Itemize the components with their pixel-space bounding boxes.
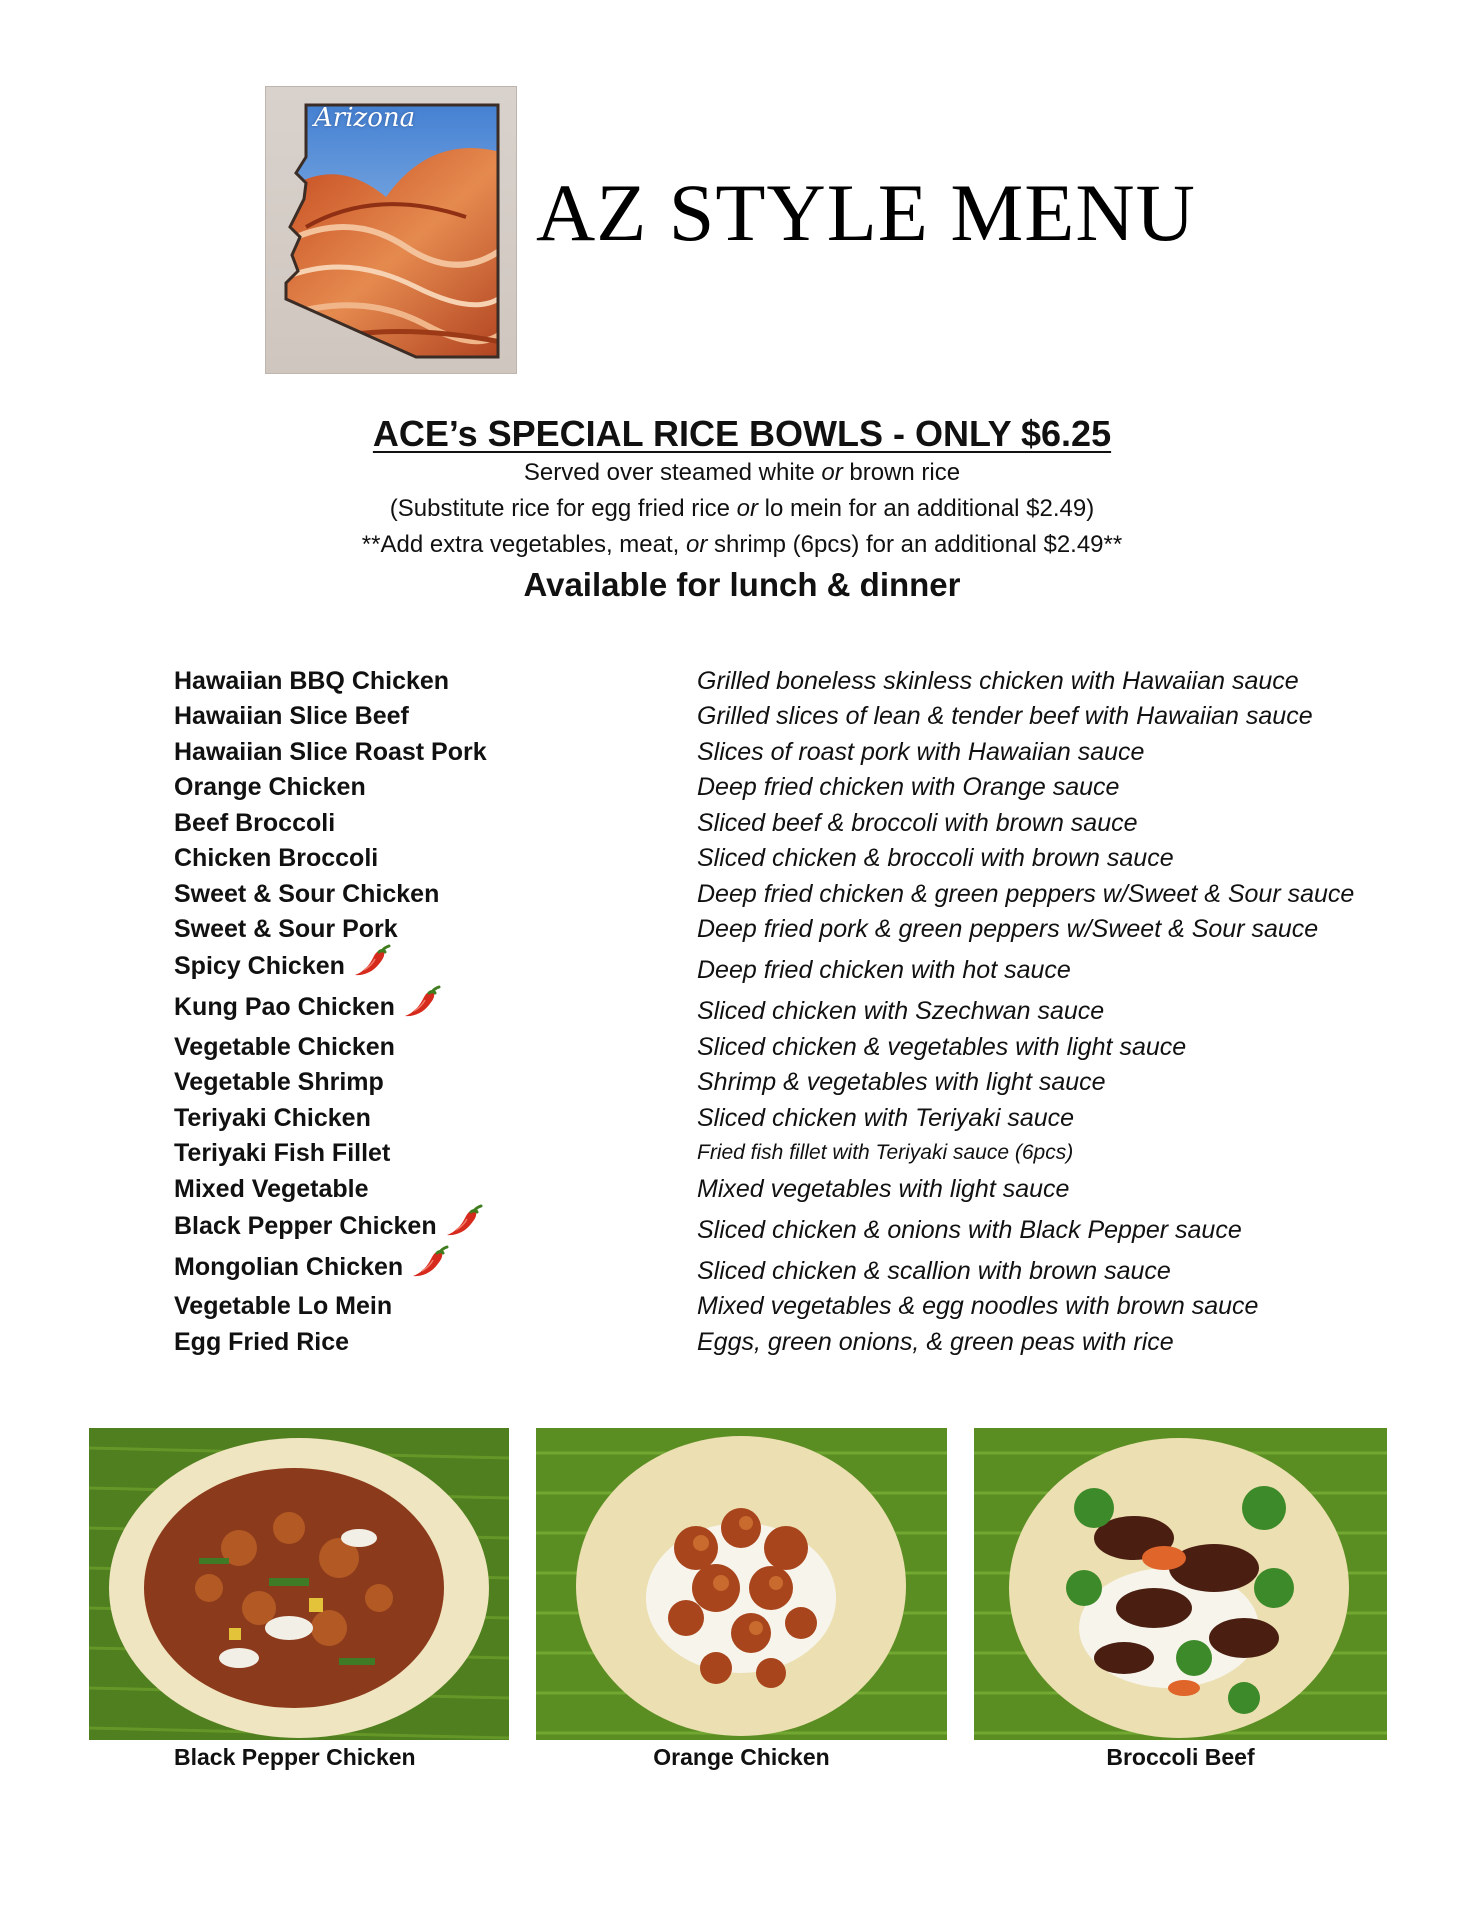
menu-item-description: Slices of roast pork with Hawaiian sauce xyxy=(697,737,1145,766)
menu-item-name-text: Sweet & Sour Chicken xyxy=(174,879,440,908)
menu-item-name xyxy=(174,1103,697,1133)
menu-item-name-text: Hawaiian BBQ Chicken xyxy=(174,666,450,695)
menu-item-description: Sliced chicken with Teriyaki sauce xyxy=(697,1103,1075,1132)
menu-item xyxy=(174,802,1404,838)
line-text: or xyxy=(821,459,843,487)
menu-item-description: Sliced chicken with Szechwan sauce xyxy=(697,997,1105,1025)
menu-item-name xyxy=(174,1138,697,1168)
menu-item-description: Sliced chicken & vegetables with light sauce xyxy=(697,1032,1187,1061)
menu-item xyxy=(174,1321,1404,1357)
line-text: (Substitute rice for egg fried rice xyxy=(389,495,737,523)
menu-item-description: Deep fried chicken & green peppers w/Sweet & Sour sauce xyxy=(697,879,1355,908)
chili-pepper-icon xyxy=(445,1204,483,1245)
line-text: lo mein for an additional $2.49) xyxy=(757,495,1095,523)
menu-item-name xyxy=(174,772,697,802)
menu-item-name-text: Spicy Chicken xyxy=(174,952,345,980)
menu-item-name-text: Teriyaki Chicken xyxy=(174,1103,371,1132)
menu-item-description: Mixed vegetables & egg noodles with brown sauce xyxy=(697,1292,1259,1320)
chili-pepper-icon xyxy=(411,1245,449,1286)
menu-item-name-text: Egg Fried Rice xyxy=(174,1327,350,1356)
substitute-line xyxy=(0,491,1484,527)
menu-item-name-text: Beef Broccoli xyxy=(174,808,336,837)
logo-text: Arizona xyxy=(314,103,416,133)
menu-item-description: Grilled boneless skinless chicken with Hawaiian sauce xyxy=(697,666,1299,695)
menu-item-name-text: Kung Pao Chicken xyxy=(174,993,395,1021)
menu-item xyxy=(174,1097,1404,1133)
menu-item-name xyxy=(174,737,697,767)
line-text: or xyxy=(736,495,758,523)
menu-item-description: Fried fish fillet with Teriyaki sauce (6pcs) xyxy=(697,1141,1074,1164)
line-text: shrimp (6pcs) for an additional $2.49** xyxy=(707,531,1123,559)
menu-item-name xyxy=(174,944,697,985)
menu-item-description: Deep fried chicken with Orange sauce xyxy=(697,773,1120,801)
menu-item xyxy=(174,944,1404,985)
menu-item-name-text: Chicken Broccoli xyxy=(174,844,379,872)
menu-item-name xyxy=(174,1032,697,1062)
menu-item-name-text: Orange Chicken xyxy=(174,773,366,801)
menu-item-name-text: Sweet & Sour Pork xyxy=(174,915,398,943)
menu-item-name-text: Mongolian Chicken xyxy=(174,1252,404,1281)
menu-item xyxy=(174,1168,1404,1204)
rice-options-line xyxy=(0,455,1484,491)
menu-item-name xyxy=(174,1204,697,1245)
menu-item-name-text: Hawaiian Slice Roast Pork xyxy=(174,737,487,766)
menu-item xyxy=(174,838,1404,874)
menu-item xyxy=(174,985,1404,1026)
menu-item xyxy=(174,1062,1404,1098)
caption-orange-chicken: Orange Chicken xyxy=(653,1744,830,1770)
menu-list xyxy=(174,660,1404,1357)
menu-item xyxy=(174,1026,1404,1062)
line-text: **Add extra vegetables, meat, xyxy=(361,531,686,559)
menu-item xyxy=(174,731,1404,767)
menu-item-name xyxy=(174,914,697,944)
menu-item-description: Sliced chicken & onions with Black Pepper sauce xyxy=(697,1215,1242,1244)
caption-black-pepper-chicken: Black Pepper Chicken xyxy=(174,1744,416,1770)
chili-pepper-icon xyxy=(403,985,441,1026)
menu-item xyxy=(174,873,1404,909)
photo-orange-chicken xyxy=(536,1428,947,1740)
menu-item xyxy=(174,660,1404,696)
photo-broccoli-beef xyxy=(974,1428,1387,1740)
menu-item xyxy=(174,1204,1404,1245)
menu-item-description: Mixed vegetables with light sauce xyxy=(697,1174,1070,1203)
menu-item-name-text: Vegetable Chicken xyxy=(174,1032,395,1061)
menu-item-name xyxy=(174,1327,697,1357)
menu-item xyxy=(174,1245,1404,1286)
menu-item xyxy=(174,1133,1404,1169)
menu-item-name-text: Hawaiian Slice Beef xyxy=(174,702,409,730)
menu-item xyxy=(174,696,1404,732)
page-title: AZ STYLE MENU xyxy=(536,167,1196,258)
availability-note: Available for lunch & dinner xyxy=(523,566,961,604)
menu-item-name xyxy=(174,666,697,696)
menu-item-description: Sliced chicken & scallion with brown sauce xyxy=(697,1256,1171,1285)
menu-item xyxy=(174,767,1404,803)
menu-item-name-text: Mixed Vegetable xyxy=(174,1174,369,1203)
menu-item-name xyxy=(174,1291,697,1321)
menu-item-description: Grilled slices of lean & tender beef with Hawaiian sauce xyxy=(697,702,1313,730)
chili-pepper-icon xyxy=(353,944,391,985)
menu-item-name xyxy=(174,879,697,909)
photo-black-pepper-chicken xyxy=(89,1428,509,1740)
arizona-logo xyxy=(265,86,517,374)
menu-item-name xyxy=(174,1245,697,1286)
menu-item-name xyxy=(174,843,697,873)
menu-item-description: Sliced chicken & broccoli with brown sauce xyxy=(697,844,1174,872)
section-header xyxy=(0,412,1484,605)
section-title: ACE’s SPECIAL RICE BOWLS - ONLY $6.25 xyxy=(372,413,1112,454)
line-text: brown rice xyxy=(842,459,961,487)
menu-item-name-text: Teriyaki Fish Fillet xyxy=(174,1139,391,1167)
menu-item-name xyxy=(174,808,697,838)
menu-item-name xyxy=(174,701,697,731)
menu-item-description: Sliced beef & broccoli with brown sauce xyxy=(697,808,1138,837)
menu-item-name xyxy=(174,1174,697,1204)
menu-item-description: Deep fried pork & green peppers w/Sweet & Sour sauce xyxy=(697,915,1319,943)
menu-item-name xyxy=(174,1067,697,1097)
menu-item-name xyxy=(174,985,697,1026)
caption-broccoli-beef: Broccoli Beef xyxy=(1106,1744,1255,1770)
menu-item-name-text: Vegetable Lo Mein xyxy=(174,1292,393,1320)
extras-line xyxy=(0,527,1484,563)
menu-item xyxy=(174,909,1404,945)
menu-item-description: Deep fried chicken with hot sauce xyxy=(697,956,1071,984)
menu-item-description: Shrimp & vegetables with light sauce xyxy=(697,1068,1106,1096)
menu-item xyxy=(174,1286,1404,1322)
menu-item-description: Eggs, green onions, & green peas with rice xyxy=(697,1327,1174,1356)
menu-item-name-text: Black Pepper Chicken xyxy=(174,1211,437,1240)
line-text: or xyxy=(685,531,708,559)
menu-item-name-text: Vegetable Shrimp xyxy=(174,1068,384,1096)
line-text: Served over steamed white xyxy=(523,459,822,487)
